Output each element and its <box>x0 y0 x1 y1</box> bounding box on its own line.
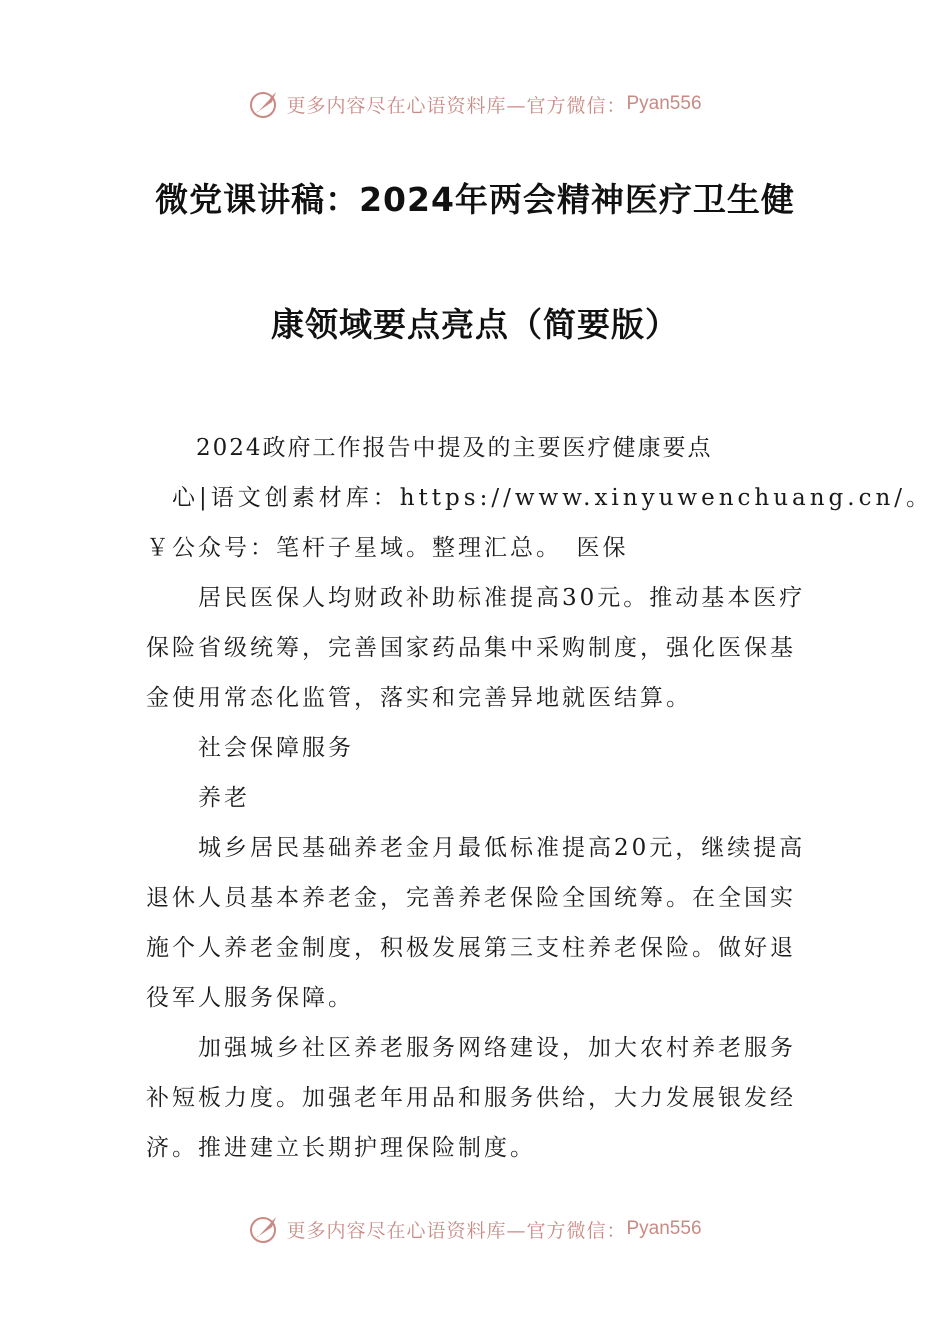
footer-watermark <box>0 1209 950 1249</box>
header-watermark <box>0 84 950 124</box>
pension-line-1: 城乡居民基础养老金月最低标准提高20元，继续提高 <box>198 835 806 861</box>
watermark-wechat-id: Pyan556 <box>626 1218 702 1239</box>
wechat-line: ￥公众号：笔杆子星域。整理汇总。 医保 <box>146 535 629 561</box>
watermark-text: 更多内容尽在心语资料库—官方微信： <box>286 1219 627 1242</box>
insurance-line-3: 金使用常态化监管，落实和完善异地就医结算。 <box>146 685 692 711</box>
services-line-1: 加强城乡社区养老服务网络建设，加大农村养老服务 <box>198 1035 796 1061</box>
elderly-heading: 养老 <box>198 785 250 811</box>
watermark-text: 更多内容尽在心语资料库—官方微信： <box>286 94 627 117</box>
pension-line-3: 施个人养老金制度，积极发展第三支柱养老保险。做好退 <box>146 935 796 961</box>
source-line: 心|语文创素材库：https://www.xinyuwenchuang.cn/。 <box>172 485 934 511</box>
page-title-line-1: 微党课讲稿：2024年两会精神医疗卫生健 <box>155 180 795 219</box>
quill-logo-icon <box>248 87 282 121</box>
watermark-wechat-id: Pyan556 <box>626 93 702 114</box>
insurance-line-2: 保险省级统筹，完善国家药品集中采购制度，强化医保基 <box>146 635 796 661</box>
social-security-heading: 社会保障服务 <box>198 735 354 761</box>
quill-logo-icon <box>248 1212 282 1246</box>
services-line-3: 济。推进建立长期护理保险制度。 <box>146 1135 536 1161</box>
insurance-line-1: 居民医保人均财政补助标准提高30元。推动基本医疗 <box>198 585 806 611</box>
page-title-line-2: 康领域要点亮点（简要版） <box>271 305 679 344</box>
services-line-2: 补短板力度。加强老年用品和服务供给，大力发展银发经 <box>146 1085 796 1111</box>
pension-line-4: 役军人服务保障。 <box>146 985 354 1011</box>
intro-line: 2024政府工作报告中提及的主要医疗健康要点 <box>196 435 713 461</box>
pension-line-2: 退休人员基本养老金，完善养老保险全国统筹。在全国实 <box>146 885 796 911</box>
